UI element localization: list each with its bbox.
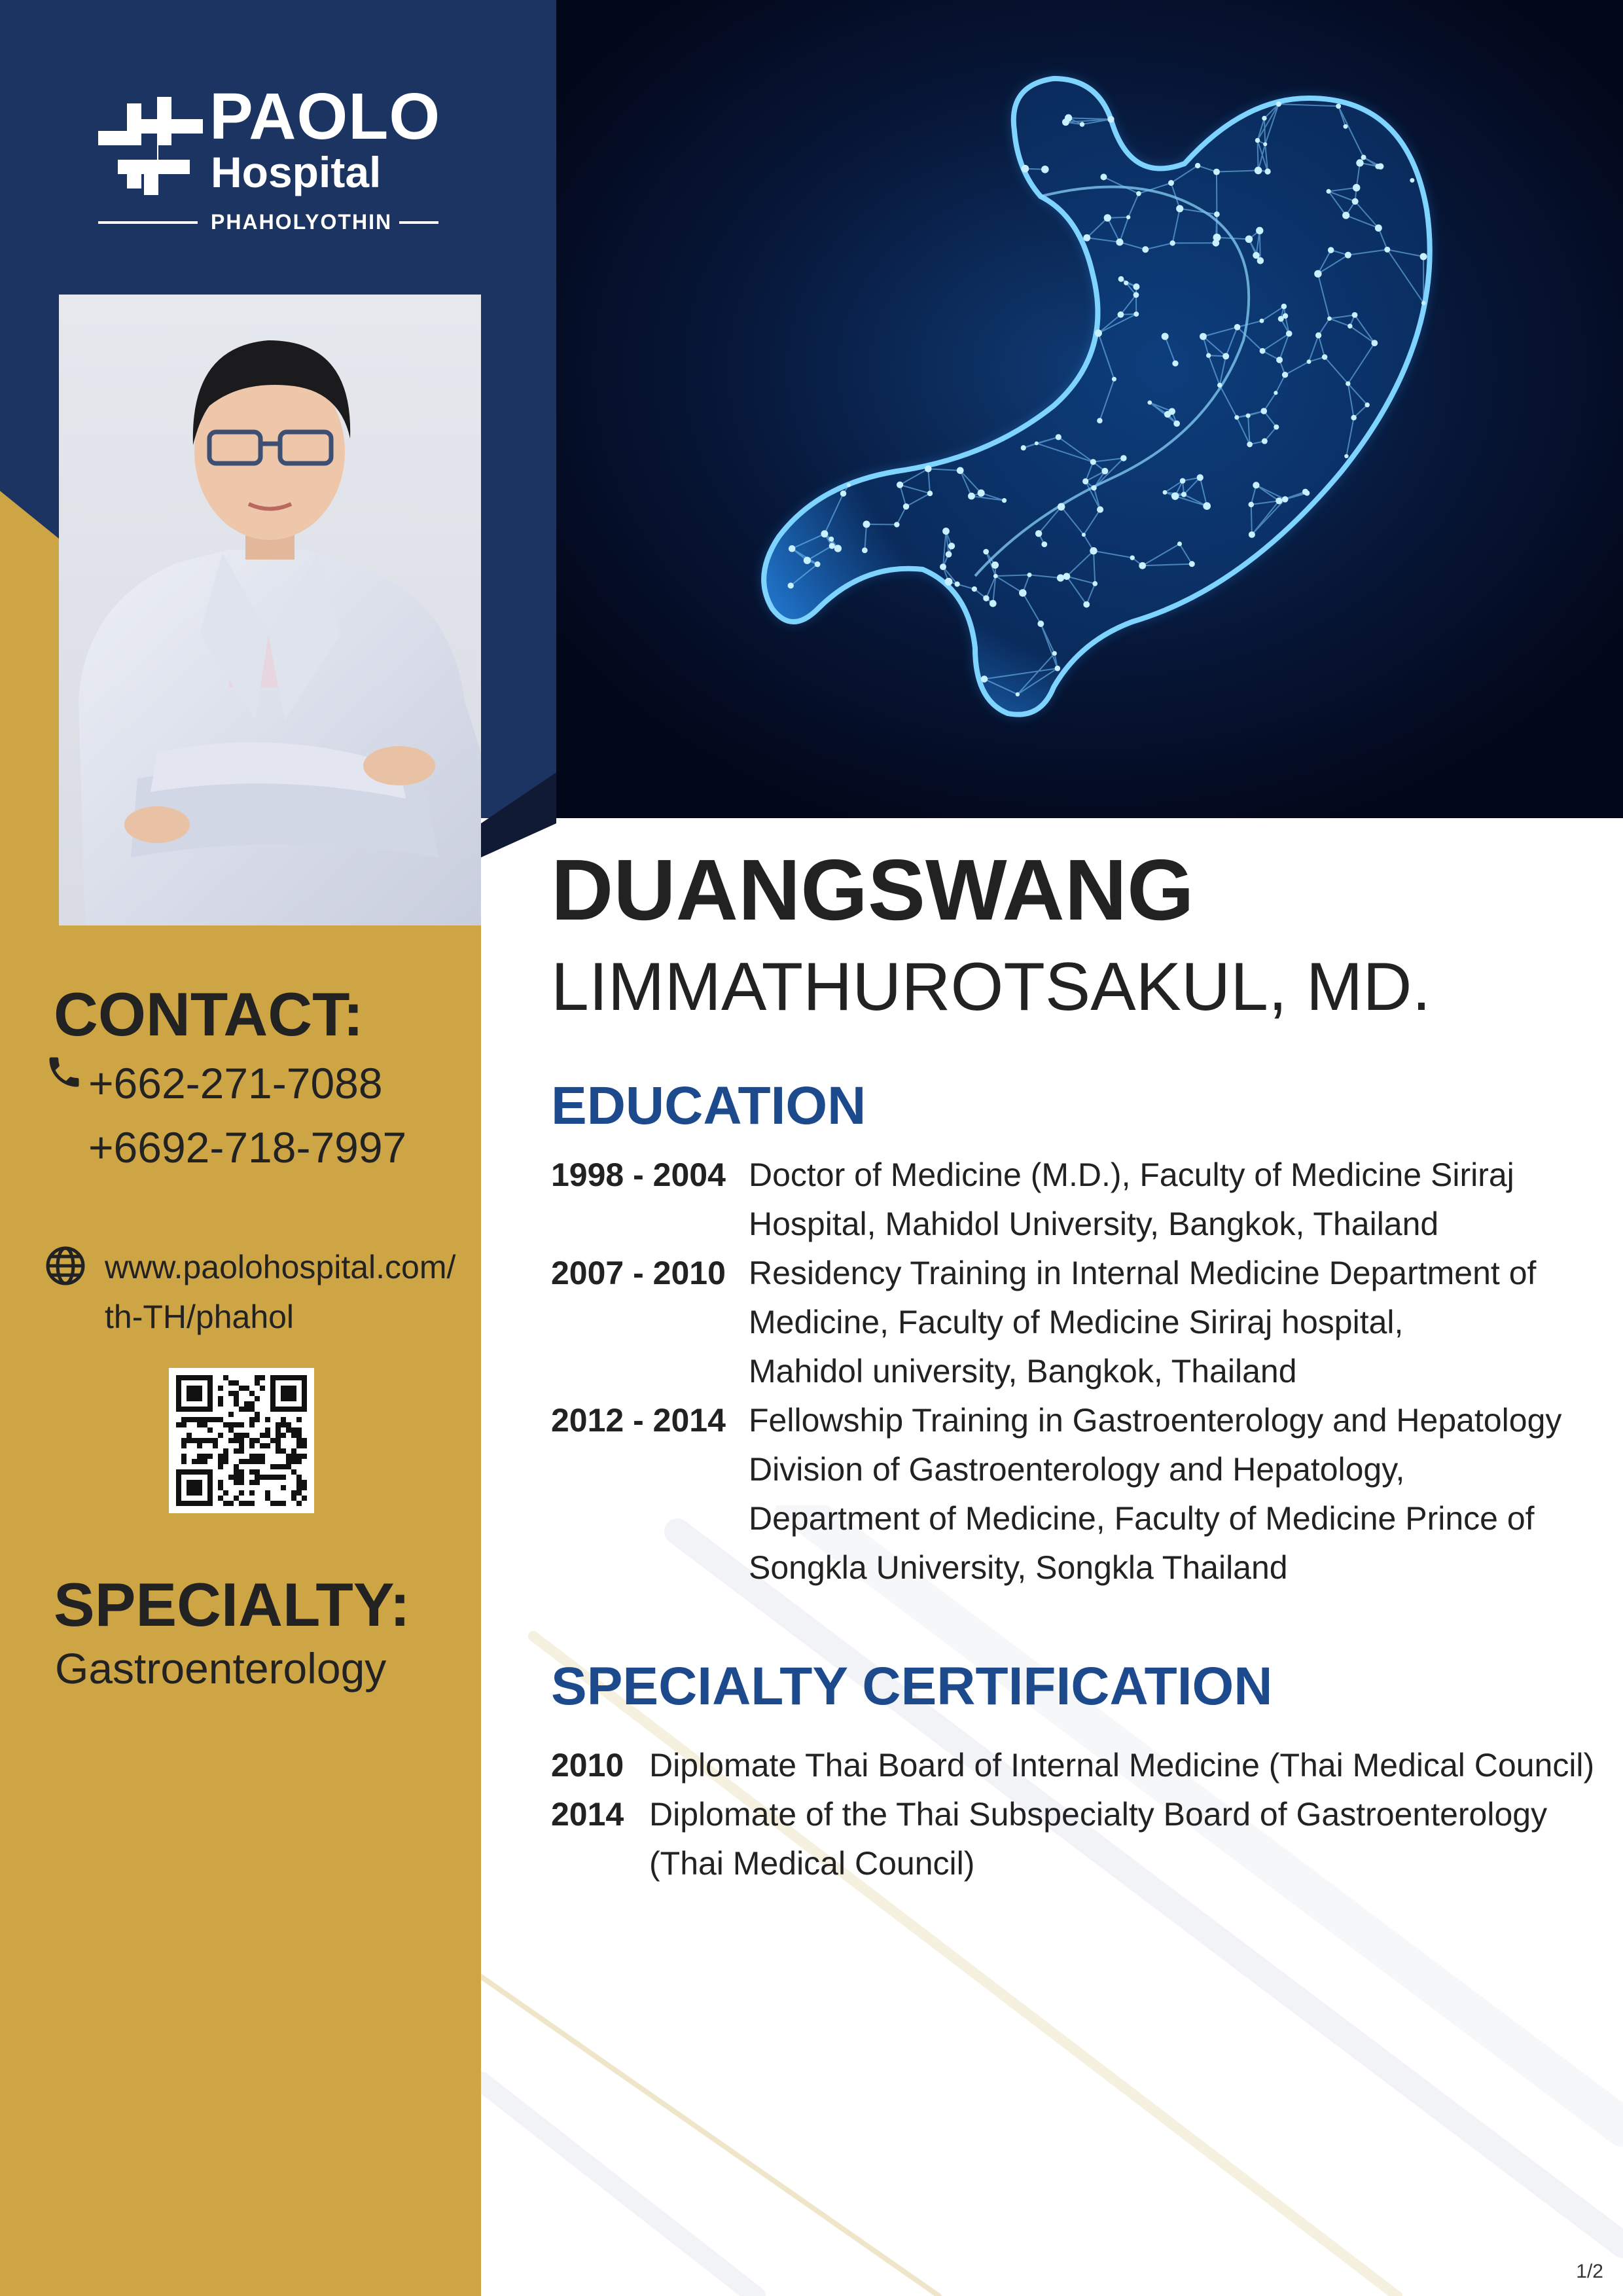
- education-line: Department of Medicine, Faculty of Medicine Prince of: [749, 1500, 1535, 1537]
- logo-branch: [98, 208, 438, 234]
- logo-wordmark: PAOLO: [209, 80, 441, 153]
- education-item: [551, 1396, 1598, 1592]
- education-line: Fellowship Training in Gastroenterology and Hepatology: [749, 1402, 1562, 1439]
- contact-phone-2[interactable]: +6692-718-7997: [88, 1123, 407, 1172]
- education-years: 1998 - 2004: [551, 1157, 726, 1193]
- contact-heading: CONTACT:: [54, 980, 364, 1049]
- education-heading: EDUCATION: [551, 1076, 866, 1136]
- decorative-streaks: [481, 1505, 1623, 2296]
- logo-branch-text: PHAHOLYOTHIN: [211, 210, 393, 234]
- certification-year: 2010: [551, 1747, 624, 1784]
- certification-line: (Thai Medical Council): [649, 1845, 975, 1882]
- certification-item: [551, 1741, 1598, 1790]
- stomach-illustration: [556, 0, 1623, 818]
- education-line: Songkla University, Songkla Thailand: [749, 1549, 1288, 1586]
- education-line: Mahidol university, Bangkok, Thailand: [749, 1353, 1297, 1390]
- certification-heading: SPECIALTY CERTIFICATION: [551, 1657, 1273, 1716]
- phone-icon: [45, 1052, 84, 1092]
- logo-cross-mark: [98, 97, 203, 195]
- logo-subtitle: Hospital: [211, 148, 382, 196]
- certification-line: Diplomate of the Thai Subspecialty Board of Gastroenterology: [649, 1796, 1548, 1833]
- education-line: Residency Training in Internal Medicine Department of: [749, 1255, 1537, 1291]
- education-years: 2007 - 2010: [551, 1255, 726, 1291]
- hospital-logo: [98, 80, 441, 234]
- education-line: Division of Gastroenterology and Hepatology,: [749, 1451, 1405, 1488]
- page-number: 1/2: [1576, 2261, 1603, 2282]
- specialty-value: Gastroenterology: [55, 1644, 387, 1693]
- education-line: Medicine, Faculty of Medicine Siriraj hospital,: [749, 1304, 1404, 1340]
- doctor-last-name: LIMMATHUROTSAKUL, MD.: [551, 949, 1431, 1025]
- globe-icon: [43, 1244, 88, 1288]
- contact-phone-1[interactable]: +662-271-7088: [88, 1059, 383, 1107]
- qr-code[interactable]: [169, 1368, 314, 1513]
- doctor-first-name: DUANGSWANG: [551, 842, 1194, 938]
- education-line: Hospital, Mahidol University, Bangkok, Thailand: [749, 1206, 1439, 1242]
- education-item: [551, 1249, 1598, 1396]
- certification-year: 2014: [551, 1796, 624, 1833]
- specialty-heading: SPECIALTY:: [54, 1570, 410, 1639]
- education-item: [551, 1151, 1598, 1249]
- contact-website-line2[interactable]: th-TH/phahol: [105, 1299, 294, 1335]
- doctor-portrait: [59, 295, 481, 925]
- education-years: 2012 - 2014: [551, 1402, 726, 1439]
- contact-website-line1[interactable]: www.paolohospital.com/: [105, 1249, 456, 1285]
- certification-item: [551, 1790, 1598, 1888]
- certification-line: Diplomate Thai Board of Internal Medicine (Thai Medical Council): [649, 1747, 1595, 1784]
- education-line: Doctor of Medicine (M.D.), Faculty of Medicine Siriraj: [749, 1157, 1514, 1193]
